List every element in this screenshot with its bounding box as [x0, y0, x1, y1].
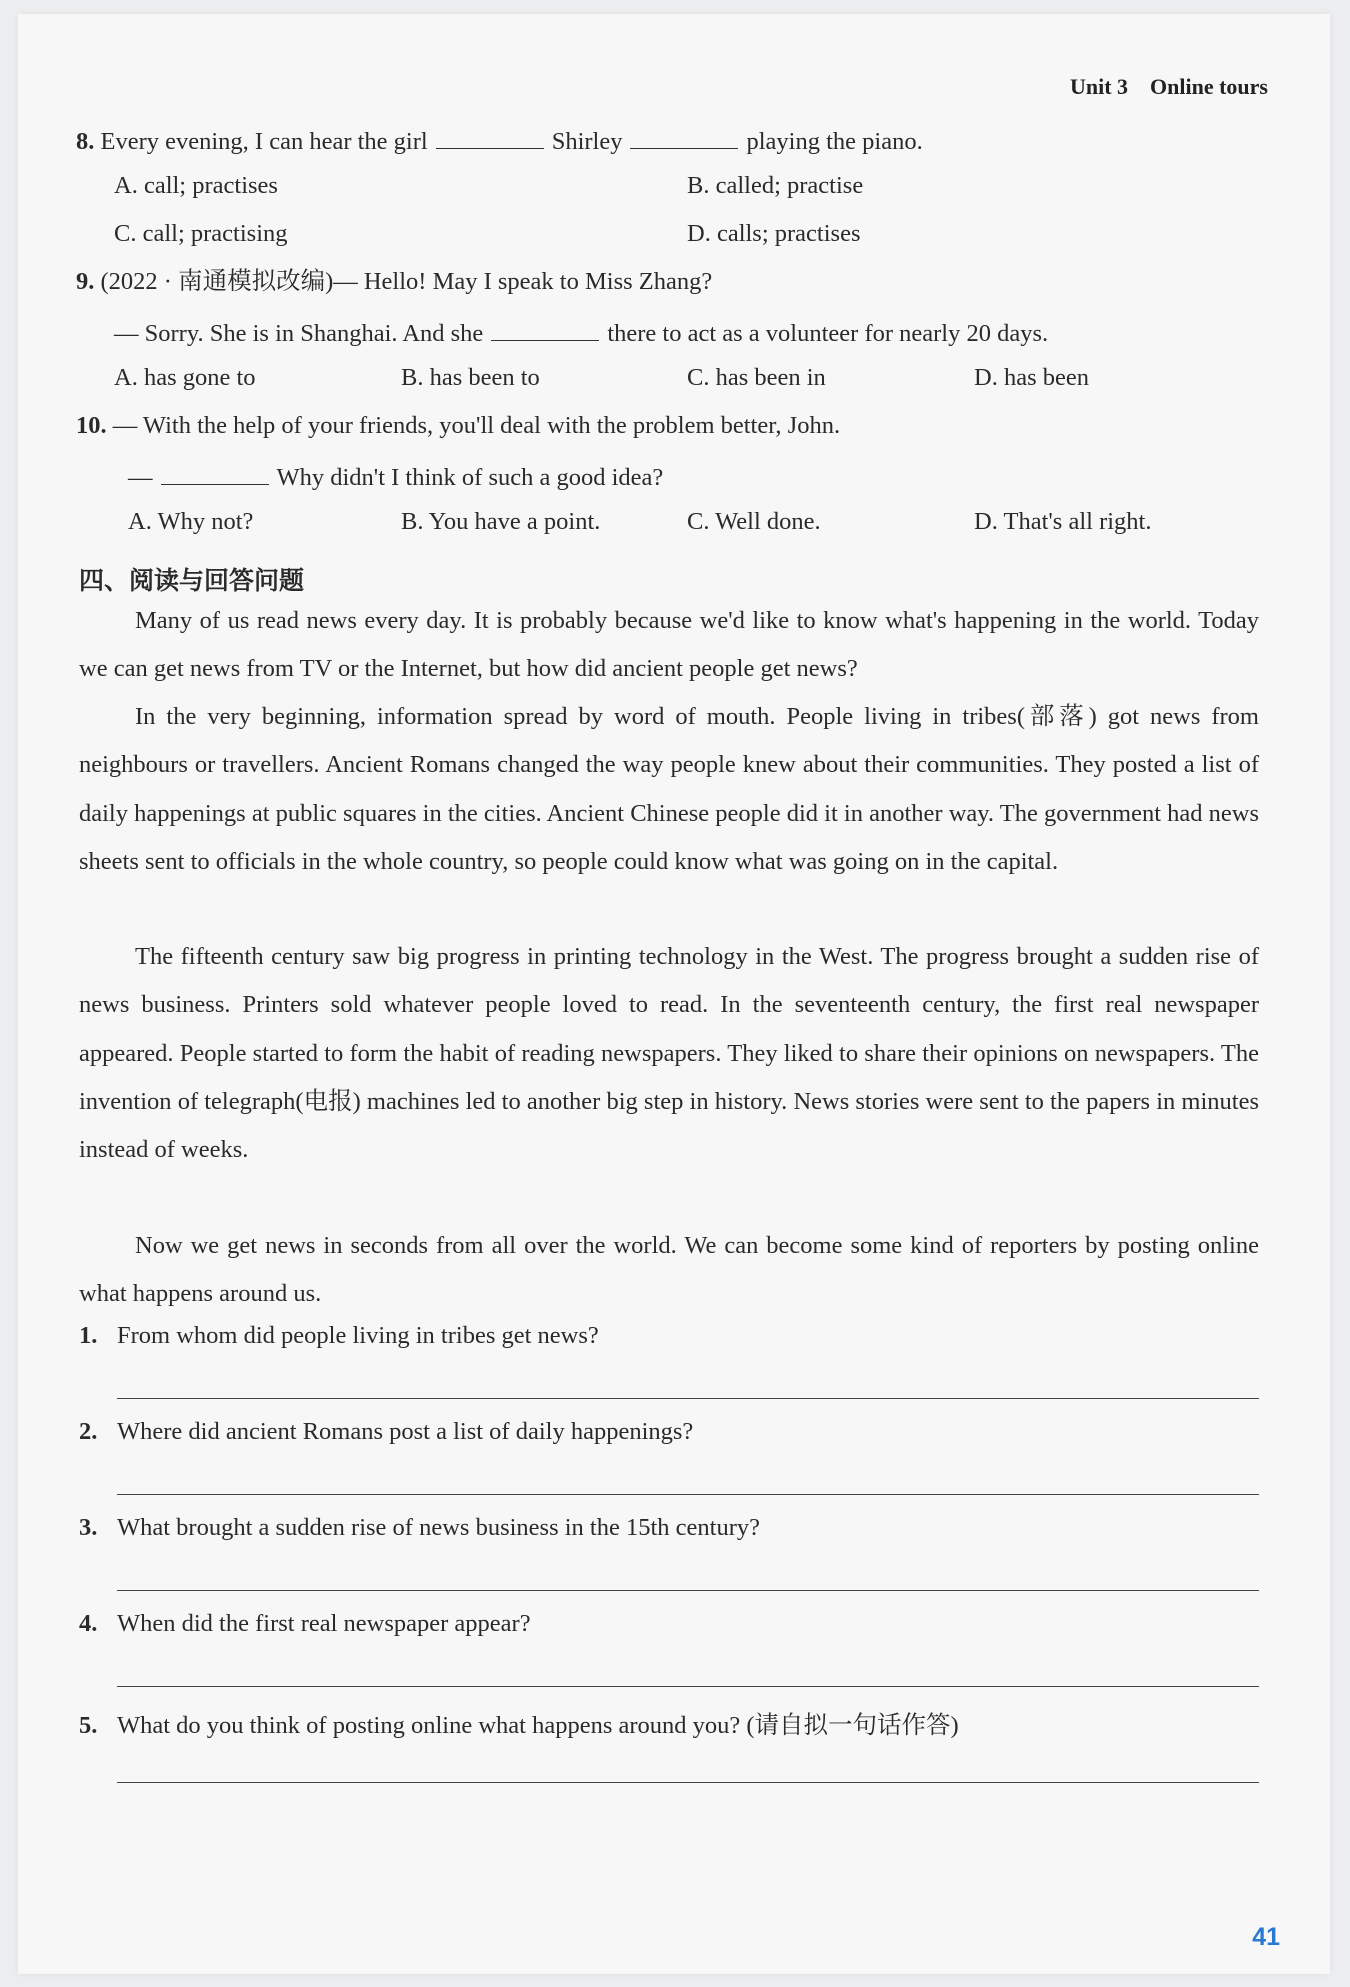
option-b[interactable]: B. You have a point. — [401, 508, 601, 535]
passage-paragraph: The fifteenth century saw big progress in printing technology in the West. The progress brought a sudden rise of news business. Printers sold whatever people loved to read. In the seventeenth century, the first real newspaper appeared. People started to form the habit of reading newspapers. They liked to share their opinions on newspapers. The invention of telegraph(电报) machines led to another big step in history. News stories were sent to the papers in minutes instead of weeks. — [79, 943, 1259, 1164]
question-number: 4. — [79, 1610, 98, 1637]
question-text: — Sorry. She is in Shanghai. And she — [114, 320, 484, 347]
question-text: What brought a sudden rise of news business in the 15th century? — [117, 1514, 760, 1541]
question-number: 8. — [76, 128, 95, 155]
option-b[interactable]: B. called; practise — [687, 172, 864, 199]
question-text: Shirley — [551, 128, 623, 155]
option-c[interactable]: C. has been in — [687, 364, 826, 391]
option-a[interactable]: A. Why not? — [128, 508, 254, 535]
passage-paragraph: In the very beginning, information spread by word of mouth. People living in tribes(部落) got news from neighbours or travellers. Ancient Romans changed the way people knew about their communities. They posted a list of daily happenings at public squares in the cities. Ancient Chinese people did it in another way. The government had news sheets sent to officials in the whole country, so people could know what was going on in the capital. — [79, 703, 1259, 875]
page-header — [1070, 74, 1268, 100]
option-c[interactable]: C. call; practising — [114, 220, 288, 247]
question-text: there to act as a volunteer for nearly 20 days. — [607, 320, 1049, 347]
question-text: — — [128, 464, 153, 491]
reading-question — [79, 1514, 760, 1542]
question-9-line-2 — [114, 318, 1048, 347]
question-text: playing the piano. — [746, 128, 923, 155]
option-d[interactable]: D. has been — [974, 364, 1089, 391]
question-number: 3. — [79, 1514, 98, 1541]
unit-title: Online tours — [1150, 74, 1268, 99]
reading-question — [79, 1418, 693, 1446]
option-a[interactable]: A. has gone to — [114, 364, 256, 391]
question-text: What do you think of posting online what happens around you? (请自拟一句话作答) — [117, 1712, 959, 1739]
question-text: (2022 · 南通模拟改编)— Hello! May I speak to Miss Zhang? — [100, 268, 713, 295]
page-number: 41 — [1252, 1923, 1280, 1951]
answer-line[interactable] — [117, 1398, 1259, 1399]
question-10 — [76, 414, 840, 439]
answer-line[interactable] — [117, 1590, 1259, 1591]
question-text: Where did ancient Romans post a list of daily happenings? — [117, 1418, 694, 1445]
question-text: Every evening, I can hear the girl — [100, 128, 428, 155]
section-title: 四、阅读与回答问题 — [79, 566, 305, 595]
unit-label: Unit 3 — [1069, 74, 1129, 99]
answer-blank[interactable] — [491, 318, 599, 341]
question-9 — [76, 270, 712, 295]
option-c[interactable]: C. Well done. — [687, 508, 821, 535]
question-number: 5. — [79, 1712, 98, 1739]
question-8 — [76, 126, 923, 155]
answer-blank[interactable] — [161, 462, 269, 485]
question-text: Why didn't I think of such a good idea? — [276, 464, 664, 491]
question-number: 9. — [76, 268, 95, 295]
question-10-line-2 — [128, 462, 663, 491]
answer-line[interactable] — [117, 1686, 1259, 1687]
question-text: — With the help of your friends, you'll deal with the problem better, John. — [112, 412, 841, 439]
reading-question — [79, 1706, 959, 1741]
question-number: 10. — [76, 412, 107, 439]
answer-blank[interactable] — [436, 126, 544, 149]
option-b[interactable]: B. has been to — [401, 364, 540, 391]
reading-question — [79, 1322, 599, 1350]
question-text: From whom did people living in tribes get news? — [117, 1322, 599, 1349]
option-a[interactable]: A. call; practises — [114, 172, 278, 199]
reading-question — [79, 1610, 531, 1638]
question-number: 1. — [79, 1322, 98, 1349]
answer-line[interactable] — [117, 1494, 1259, 1495]
option-d[interactable]: D. calls; practises — [687, 220, 861, 247]
option-d[interactable]: D. That's all right. — [974, 508, 1152, 535]
passage-paragraph: Now we get news in seconds from all over the world. We can become some kind of reporters by posting online what happens around us. — [79, 1232, 1259, 1308]
question-number: 2. — [79, 1418, 98, 1445]
passage-paragraph: Many of us read news every day. It is probably because we'd like to know what's happening in the world. Today we can get news from TV or the Internet, but how did ancient people get news? — [79, 607, 1259, 683]
question-text: When did the first real newspaper appear? — [117, 1610, 531, 1637]
answer-blank[interactable] — [630, 126, 738, 149]
answer-line[interactable] — [117, 1782, 1259, 1783]
